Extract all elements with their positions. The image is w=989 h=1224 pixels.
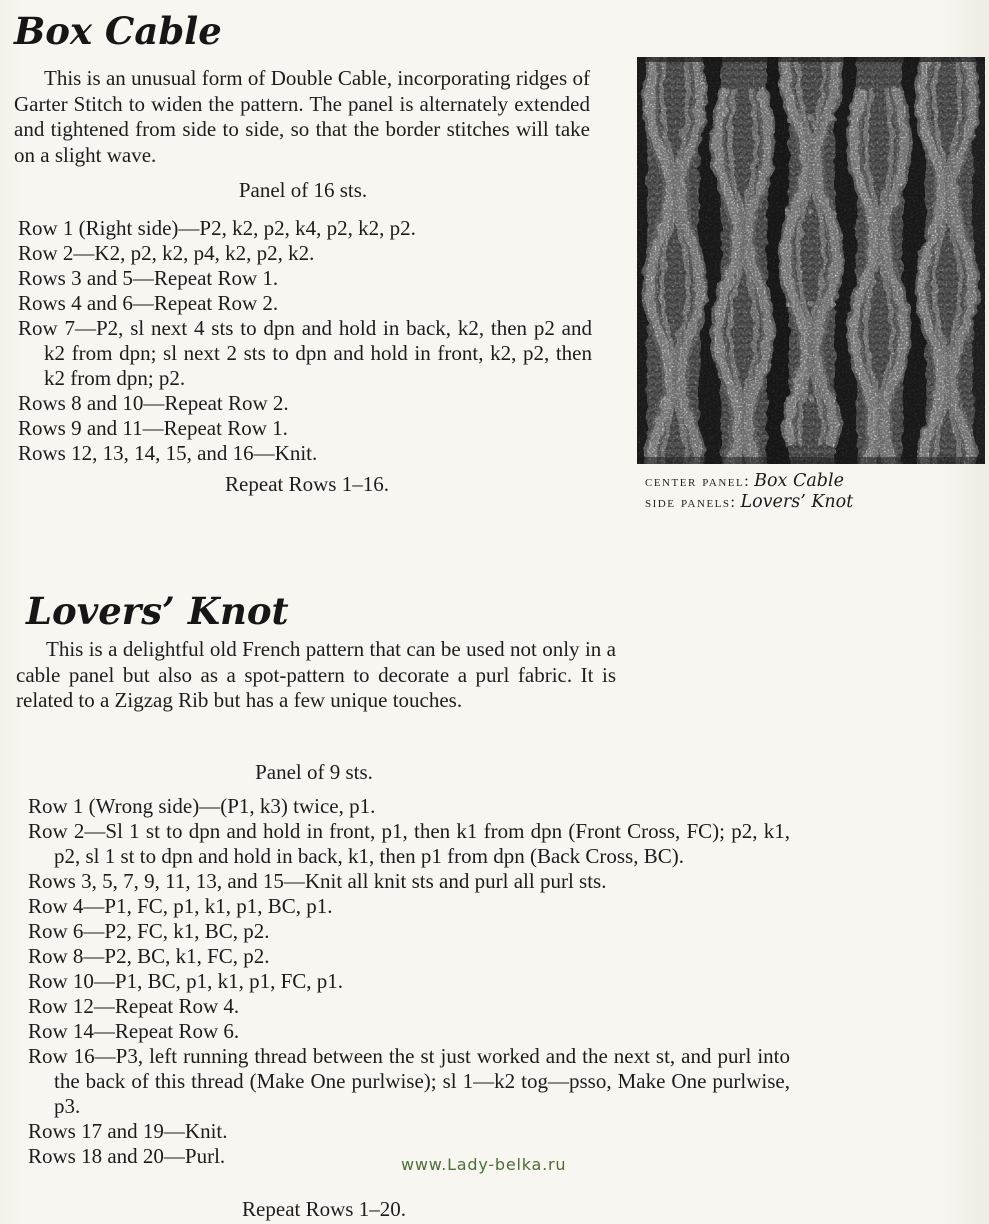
box-cable-title: Box Cable bbox=[14, 9, 222, 53]
knit-swatch-photo bbox=[637, 57, 985, 464]
box-cable-intro: This is an unusual form of Double Cable, incorporating ridges of Garter Stitch to widen the pattern. The panel is alternately extended and tightened from side to side, so that the border stitches will take on a slight wave. bbox=[14, 66, 590, 167]
pattern-row: Rows 18 and 20—Purl. bbox=[28, 1144, 226, 1168]
box-cable-rows bbox=[18, 216, 592, 466]
caption-side-panels-value: Lovers’ Knot bbox=[740, 492, 854, 512]
lovers-knot-rows bbox=[28, 794, 790, 1169]
pattern-row: Row 7—P2, sl next 4 sts to dpn and hold in back, k2, then p2 and k2 from dpn; sl next 2 sts to dpn and hold in front, k2, p2, then k2 from dpn; p2. bbox=[18, 316, 592, 390]
swatch-caption-line bbox=[645, 471, 985, 492]
knit-swatch-figure bbox=[637, 57, 985, 512]
caption-center-panel-label: center panel: bbox=[645, 473, 751, 490]
caption-side-panels-label: side panels: bbox=[645, 494, 737, 511]
pattern-row: Row 14—Repeat Row 6. bbox=[28, 1019, 240, 1043]
pattern-row: Rows 17 and 19—Knit. bbox=[28, 1119, 228, 1143]
swatch-caption bbox=[645, 471, 985, 513]
pattern-row: Row 1 (Wrong side)—(P1, k3) twice, p1. bbox=[28, 794, 376, 818]
pattern-row: Rows 4 and 6—Repeat Row 2. bbox=[18, 291, 279, 315]
pattern-row: Row 2—Sl 1 st to dpn and hold in front, p1, then k1 from dpn (Front Cross, FC); p2, k1, p2, sl 1 st to dpn and hold in back, k1, then p1 from dpn (Back Cross, BC). bbox=[28, 819, 790, 868]
swatch-caption-line bbox=[645, 492, 985, 513]
pattern-row: Rows 9 and 11—Repeat Row 1. bbox=[18, 416, 288, 440]
caption-center-panel-value: Box Cable bbox=[754, 471, 844, 491]
pattern-row: Rows 8 and 10—Repeat Row 2. bbox=[18, 391, 289, 415]
pattern-row: Row 2—K2, p2, k2, p4, k2, p2, k2. bbox=[18, 241, 315, 265]
site-watermark: www.Lady-belka.ru bbox=[401, 1155, 567, 1174]
pattern-row: Row 4—P1, FC, p1, k1, p1, BC, p1. bbox=[28, 894, 333, 918]
lovers-knot-intro: This is a delightful old French pattern that can be used not only in a cable panel but also as a spot-pattern to decorate a purl fabric. It is related to a Zigzag Rib but has a few unique touches. bbox=[16, 637, 616, 712]
box-cable-repeat-note: Repeat Rows 1–16. bbox=[225, 472, 389, 496]
pattern-row: Rows 3, 5, 7, 9, 11, 13, and 15—Knit all knit sts and purl all purl sts. bbox=[28, 869, 607, 893]
box-cable-panel-note: Panel of 16 sts. bbox=[238, 178, 368, 202]
pattern-row: Rows 12, 13, 14, 15, and 16—Knit. bbox=[18, 441, 318, 465]
pattern-row: Row 1 (Right side)—P2, k2, p2, k4, p2, k2, p2. bbox=[18, 216, 416, 240]
lovers-knot-title: Lovers’ Knot bbox=[26, 589, 289, 633]
lovers-knot-panel-note: Panel of 9 sts. bbox=[255, 760, 373, 784]
pattern-row: Row 6—P2, FC, k1, BC, p2. bbox=[28, 919, 270, 943]
pattern-row: Rows 3 and 5—Repeat Row 1. bbox=[18, 266, 279, 290]
pattern-row: Row 12—Repeat Row 4. bbox=[28, 994, 240, 1018]
pattern-row: Row 10—P1, BC, p1, k1, p1, FC, p1. bbox=[28, 969, 344, 993]
pattern-row: Row 16—P3, left running thread between the st just worked and the next st, and purl into the back of this thread (Make One purlwise); sl 1—k2 tog—psso, Make One purlwise, p3. bbox=[28, 1044, 790, 1118]
lovers-knot-repeat-note: Repeat Rows 1–20. bbox=[242, 1197, 406, 1221]
pattern-row: Row 8—P2, BC, k1, FC, p2. bbox=[28, 944, 270, 968]
